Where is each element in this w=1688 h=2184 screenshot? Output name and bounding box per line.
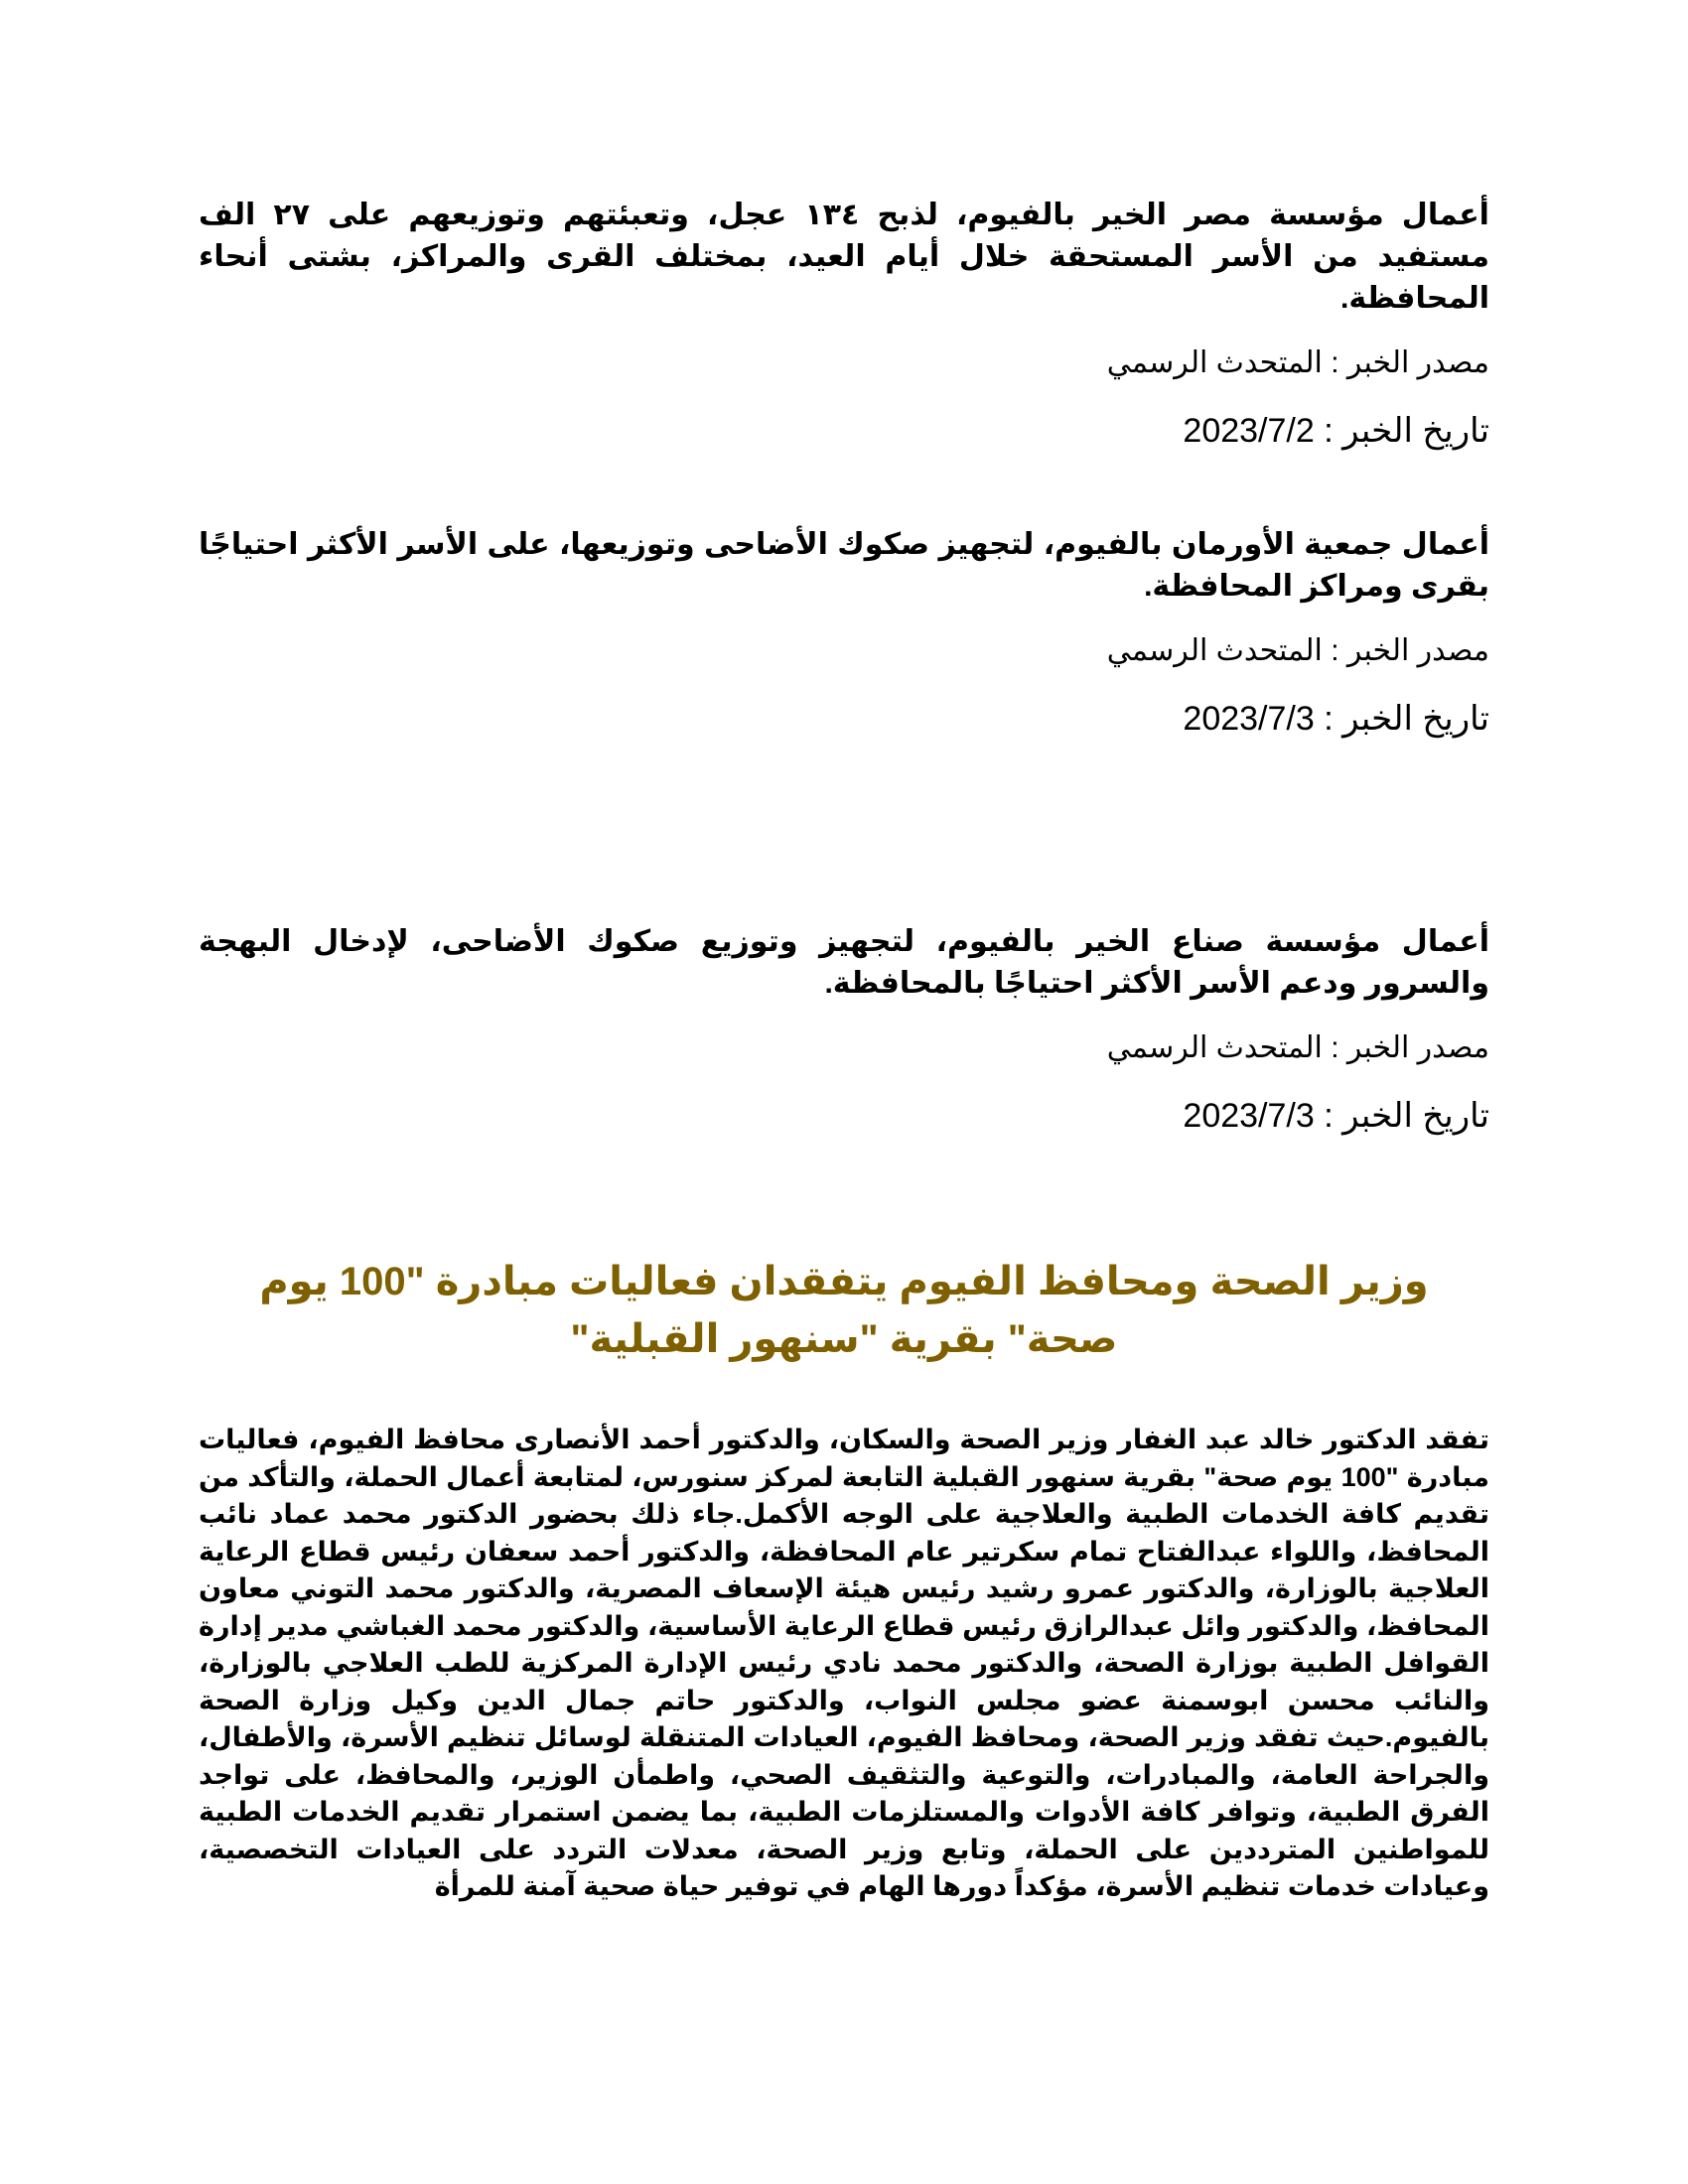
news-item-date (199, 699, 1489, 739)
news-item (199, 195, 1489, 451)
news-item-source (199, 633, 1489, 669)
news-item (199, 921, 1489, 1136)
date-value: 2023/7/3 (1183, 1097, 1315, 1135)
news-item (199, 524, 1489, 739)
news-item-description: أعمال مؤسسة صناع الخير بالفيوم، لتجهيز وتوزيع صكوك الأضاحى، لإدخال البهجة والسرور ودعم الأسر الأكثر احتياجًا بالمحافظة. (199, 925, 1489, 1000)
news-item-source (199, 1030, 1489, 1066)
news-item-date (199, 1096, 1489, 1136)
news-item-date (199, 411, 1489, 451)
source-value: المتحدث الرسمي (1106, 1031, 1323, 1064)
source-value: المتحدث الرسمي (1106, 634, 1323, 667)
date-value: 2023/7/2 (1183, 412, 1315, 450)
date-value: 2023/7/3 (1183, 700, 1315, 738)
date-label: تاريخ الخبر : (1324, 1097, 1489, 1135)
source-label: مصدر الخبر : (1331, 634, 1489, 667)
news-item-source (199, 345, 1489, 381)
article-headline: وزير الصحة ومحافظ الفيوم يتفقدان فعاليات مبادرة "100 يوم صحة" بقرية "سنهور القبلية" (259, 1260, 1429, 1361)
news-item-description: أعمال مؤسسة مصر الخير بالفيوم، لذبح ١٣٤ عجل، وتعبئتهم وتوزيعهم على ٢٧ الف مستفيد من الأسر المستحقة خلال أيام العيد، بمختلف القرى والمراكز، بشتى أنحاء المحافظة. (199, 199, 1489, 315)
source-label: مصدر الخبر : (1331, 346, 1489, 379)
date-label: تاريخ الخبر : (1324, 700, 1489, 738)
article-body: تفقد الدكتور خالد عبد الغفار وزير الصحة والسكان، والدكتور أحمد الأنصارى محافظ الفيوم، فعاليات مبادرة "100 يوم صحة" بقرية سنهور القبلية التابعة لمركز سنورس، لمتابعة أعمال الحملة، والتأكد من تقديم كافة الخدمات الطبية والعلاجية على الوجه الأكمل.جاء ذلك بحضور الدكتور محمد عماد نائب المحافظ، واللواء عبدالفتاح تمام سكرتير عام المحافظة، والدكتور أحمد سعفان رئيس قطاع الرعاية العلاجية بالوزارة، والدكتور عمرو رشيد رئيس هيئة الإسعاف المصرية، والدكتور محمد التوني معاون المحافظ، والدكتور وائل عبدالرازق رئيس قطاع الرعاية الأساسية، والدكتور محمد الغباشي مدير إدارة القوافل الطبية بوزارة الصحة، والدكتور محمد نادي رئيس الإدارة المركزية للطب العلاجي بالوزارة، والنائب محسن ابوسمنة عضو مجلس النواب، والدكتور حاتم جمال الدين وكيل وزارة الصحة بالفيوم.حيث تفقد وزير الصحة، ومحافظ الفيوم، العيادات المتنقلة لوسائل تنظيم الأسرة، والأطفال، والجراحة العامة، والمبادرات، والتوعية والتثقيف الصحي، واطمأن الوزير، والمحافظ، على تواجد الفرق الطبية، وتوافر كافة الأدوات والمستلزمات الطبية، بما يضمن استمرار تقديم الخدمات الطبية للمواطنين المترددين على الحملة، وتابع وزير الصحة، معدلات التردد على العيادات التخصصية، وعيادات خدمات تنظيم الأسرة، مؤكداً دورها الهام في توفير حياة صحية آمنة للمرأة (199, 1425, 1489, 1901)
source-value: المتحدث الرسمي (1106, 346, 1323, 379)
date-label: تاريخ الخبر : (1324, 412, 1489, 450)
news-item-description: أعمال جمعية الأورمان بالفيوم، لتجهيز صكوك الأضاحى وتوزيعها، على الأسر الأكثر احتياجًا بقرى ومراكز المحافظة. (199, 528, 1489, 603)
source-label: مصدر الخبر : (1331, 1031, 1489, 1064)
